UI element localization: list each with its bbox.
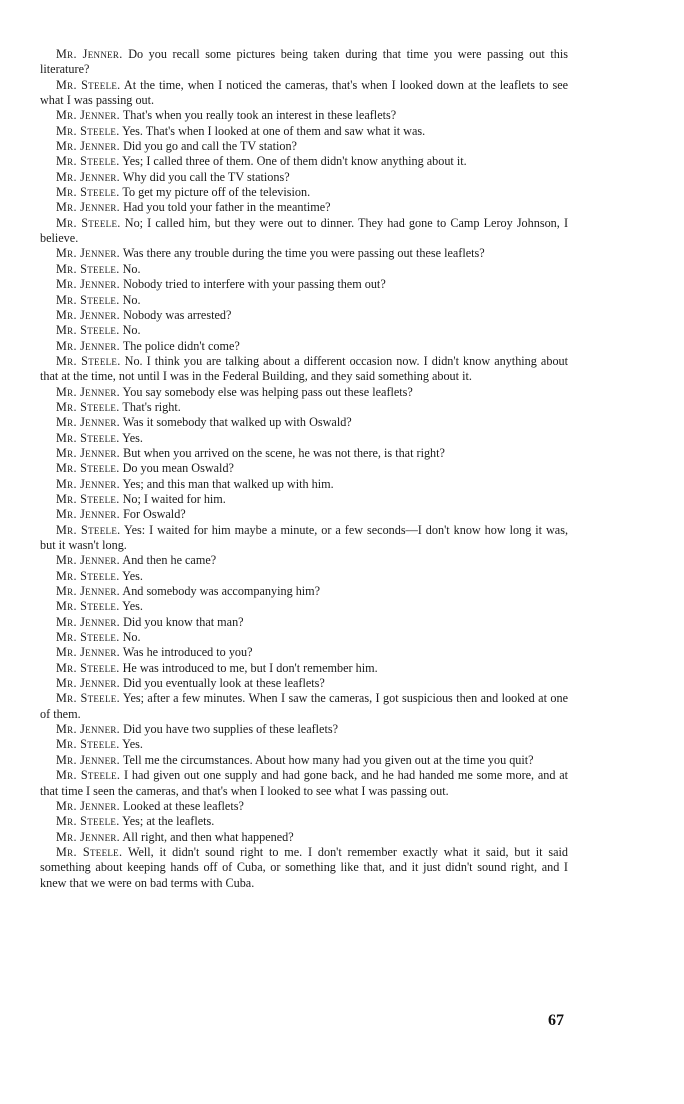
testimony-paragraph xyxy=(40,293,568,308)
testimony-paragraph xyxy=(40,523,568,554)
speaker-label: Mr. Jenner. xyxy=(56,829,121,844)
speaker-label: Mr. Steele. xyxy=(56,691,120,706)
testimony-text: Nobody was arrested? xyxy=(123,307,232,322)
testimony-paragraph xyxy=(40,722,568,737)
testimony-text: No. xyxy=(122,630,141,645)
speaker-label: Mr. Jenner. xyxy=(56,584,121,599)
speaker-label: Mr. Jenner. xyxy=(56,246,121,261)
testimony-paragraph xyxy=(40,385,568,400)
testimony-paragraph xyxy=(40,630,568,645)
testimony-text: Do you recall some pictures being taken during that time you were passing out this literature? xyxy=(40,47,568,77)
testimony-paragraph xyxy=(40,47,568,78)
speaker-label: Mr. Jenner. xyxy=(56,277,121,292)
transcript-body xyxy=(40,47,568,891)
speaker-label: Mr. Steele. xyxy=(56,261,120,276)
testimony-text: Why did you call the TV stations? xyxy=(122,169,290,184)
speaker-label: Mr. Steele. xyxy=(56,123,120,138)
speaker-label: Mr. Jenner. xyxy=(56,676,121,691)
speaker-label: Mr. Jenner. xyxy=(56,384,121,399)
testimony-paragraph xyxy=(40,768,568,799)
testimony-paragraph xyxy=(40,323,568,338)
testimony-text: Yes; and this man that walked up with him. xyxy=(122,476,334,491)
testimony-text: He was introduced to me, but I don't remember him. xyxy=(122,660,378,675)
testimony-text: Tell me the circumstances. About how many had you given out at the time you quit? xyxy=(122,752,534,767)
speaker-label: Mr. Jenner. xyxy=(56,307,121,322)
speaker-label: Mr. Jenner. xyxy=(56,445,121,460)
testimony-text: Yes. That's when I looked at one of them and saw what it was. xyxy=(122,123,426,138)
testimony-paragraph xyxy=(40,691,568,722)
testimony-text: Did you go and call the TV station? xyxy=(123,139,297,154)
testimony-text: Was there any trouble during the time you were passing out these leaflets? xyxy=(122,246,485,261)
testimony-text: Looked at these leaflets? xyxy=(123,798,244,813)
testimony-text: For Oswald? xyxy=(123,507,186,522)
testimony-paragraph xyxy=(40,661,568,676)
speaker-label: Mr. Jenner. xyxy=(56,553,121,568)
testimony-paragraph xyxy=(40,200,568,215)
testimony-paragraph xyxy=(40,170,568,185)
testimony-paragraph xyxy=(40,477,568,492)
testimony-text: Yes: I waited for him maybe a minute, or a few seconds—I don't know how long it was, but it wasn't long. xyxy=(40,522,568,552)
testimony-paragraph xyxy=(40,461,568,476)
speaker-label: Mr. Jenner. xyxy=(56,476,121,491)
speaker-label: Mr. Steele. xyxy=(56,77,121,92)
testimony-paragraph xyxy=(40,124,568,139)
testimony-paragraph xyxy=(40,584,568,599)
testimony-paragraph xyxy=(40,676,568,691)
testimony-text: Yes. xyxy=(122,430,143,445)
testimony-text: Did you eventually look at these leaflets? xyxy=(123,676,325,691)
testimony-text: Yes. xyxy=(122,568,143,583)
testimony-text: Yes. xyxy=(122,737,143,752)
speaker-label: Mr. Jenner. xyxy=(56,108,121,123)
testimony-paragraph xyxy=(40,216,568,247)
testimony-paragraph xyxy=(40,845,568,891)
speaker-label: Mr. Jenner. xyxy=(56,139,121,154)
speaker-label: Mr. Steele. xyxy=(56,323,120,338)
transcript-page xyxy=(40,47,568,891)
testimony-paragraph xyxy=(40,78,568,109)
testimony-text: The police didn't come? xyxy=(122,338,240,353)
testimony-paragraph xyxy=(40,492,568,507)
testimony-paragraph xyxy=(40,799,568,814)
testimony-text: Well, it didn't sound right to me. I don't remember exactly what it said, but it said something about keeping hands off of Cuba, or something like that, and it just didn't sound right, and I knew that we were on bad terms with Cuba. xyxy=(40,844,569,890)
speaker-label: Mr. Jenner. xyxy=(56,722,121,737)
testimony-paragraph xyxy=(40,645,568,660)
testimony-paragraph xyxy=(40,599,568,614)
testimony-text: No. xyxy=(122,323,141,338)
speaker-label: Mr. Jenner. xyxy=(56,338,121,353)
testimony-paragraph xyxy=(40,569,568,584)
testimony-paragraph xyxy=(40,753,568,768)
speaker-label: Mr. Jenner. xyxy=(56,507,121,522)
speaker-label: Mr. Steele. xyxy=(56,568,120,583)
speaker-label: Mr. Jenner. xyxy=(56,169,121,184)
speaker-label: Mr. Steele. xyxy=(56,353,121,368)
speaker-label: Mr. Steele. xyxy=(56,215,121,230)
testimony-text: And somebody was accompanying him? xyxy=(122,584,321,599)
speaker-label: Mr. Steele. xyxy=(56,768,121,783)
testimony-paragraph xyxy=(40,277,568,292)
speaker-label: Mr. Steele. xyxy=(56,491,120,506)
speaker-label: Mr. Steele. xyxy=(56,430,120,445)
speaker-label: Mr. Jenner. xyxy=(56,614,121,629)
speaker-label: Mr. Jenner. xyxy=(56,47,123,61)
testimony-text: All right, and then what happened? xyxy=(122,829,294,844)
testimony-text: No. I think you are talking about a different occasion now. I didn't know anything about that at the time, not until I was in the Federal Building, and they said something about it. xyxy=(40,353,569,384)
speaker-label: Mr. Steele. xyxy=(56,737,120,752)
speaker-label: Mr. Steele. xyxy=(56,185,120,200)
speaker-label: Mr. Steele. xyxy=(56,522,121,537)
testimony-text: Did you know that man? xyxy=(123,614,244,629)
testimony-text: Yes; at the leaflets. xyxy=(122,814,215,829)
testimony-paragraph xyxy=(40,431,568,446)
speaker-label: Mr. Jenner. xyxy=(56,752,121,767)
testimony-paragraph xyxy=(40,415,568,430)
speaker-label: Mr. Jenner. xyxy=(56,798,121,813)
speaker-label: Mr. Steele. xyxy=(56,399,120,414)
testimony-paragraph xyxy=(40,339,568,354)
testimony-text: Yes. xyxy=(122,599,143,614)
speaker-label: Mr. Jenner. xyxy=(56,415,121,430)
speaker-label: Mr. Steele. xyxy=(56,660,120,675)
testimony-text: You say somebody else was helping pass out these leaflets? xyxy=(122,384,413,399)
speaker-label: Mr. Jenner. xyxy=(56,200,121,215)
testimony-paragraph xyxy=(40,139,568,154)
testimony-paragraph xyxy=(40,615,568,630)
testimony-text: No. xyxy=(122,261,141,276)
speaker-label: Mr. Steele. xyxy=(56,814,120,829)
testimony-paragraph xyxy=(40,400,568,415)
testimony-text: Nobody tried to interfere with your passing them out? xyxy=(123,277,386,292)
testimony-paragraph xyxy=(40,354,568,385)
speaker-label: Mr. Steele. xyxy=(56,461,120,476)
testimony-text: Yes; after a few minutes. When I saw the cameras, I got suspicious then and looked at one of them. xyxy=(40,691,568,721)
testimony-text: No; I waited for him. xyxy=(122,491,226,506)
testimony-text: Was he introduced to you? xyxy=(122,645,253,660)
testimony-text: I had given out one supply and had gone back, and he had handed me some more, and at that time I seen the cameras, and that's when I looked to see what I was passing out. xyxy=(40,768,569,798)
testimony-text: Yes; I called three of them. One of them didn't know anything about it. xyxy=(122,154,467,169)
testimony-text: That's when you really took an interest in these leaflets? xyxy=(122,108,397,123)
speaker-label: Mr. Jenner. xyxy=(56,645,121,660)
testimony-text: No; I called him, but they were out to dinner. They had gone to Camp Leroy Johnson, I believe. xyxy=(40,215,569,246)
speaker-label: Mr. Steele. xyxy=(56,292,120,307)
testimony-paragraph xyxy=(40,446,568,461)
testimony-text: To get my picture off of the television. xyxy=(122,185,311,200)
testimony-paragraph xyxy=(40,830,568,845)
testimony-paragraph xyxy=(40,154,568,169)
testimony-text: But when you arrived on the scene, he was not there, is that right? xyxy=(123,445,445,460)
testimony-text: That's right. xyxy=(122,399,181,414)
testimony-paragraph xyxy=(40,308,568,323)
speaker-label: Mr. Steele. xyxy=(56,630,120,645)
testimony-text: Was it somebody that walked up with Oswald? xyxy=(122,415,352,430)
testimony-paragraph xyxy=(40,246,568,261)
speaker-label: Mr. Steele. xyxy=(56,599,120,614)
testimony-paragraph xyxy=(40,553,568,568)
testimony-text: Do you mean Oswald? xyxy=(122,461,234,476)
testimony-paragraph xyxy=(40,507,568,522)
testimony-paragraph xyxy=(40,737,568,752)
testimony-paragraph xyxy=(40,814,568,829)
speaker-label: Mr. Steele. xyxy=(56,154,120,169)
testimony-paragraph xyxy=(40,262,568,277)
testimony-text: And then he came? xyxy=(122,553,217,568)
testimony-text: At the time, when I noticed the cameras, that's when I looked down at the leaflets to see what I was passing out. xyxy=(40,77,569,108)
speaker-label: Mr. Steele. xyxy=(56,844,123,859)
testimony-paragraph xyxy=(40,108,568,123)
testimony-text: Had you told your father in the meantime? xyxy=(123,200,331,215)
testimony-text: No. xyxy=(122,292,141,307)
testimony-paragraph xyxy=(40,185,568,200)
testimony-text: Did you have two supplies of these leaflets? xyxy=(123,722,338,737)
page-number: 67 xyxy=(548,1012,564,1029)
